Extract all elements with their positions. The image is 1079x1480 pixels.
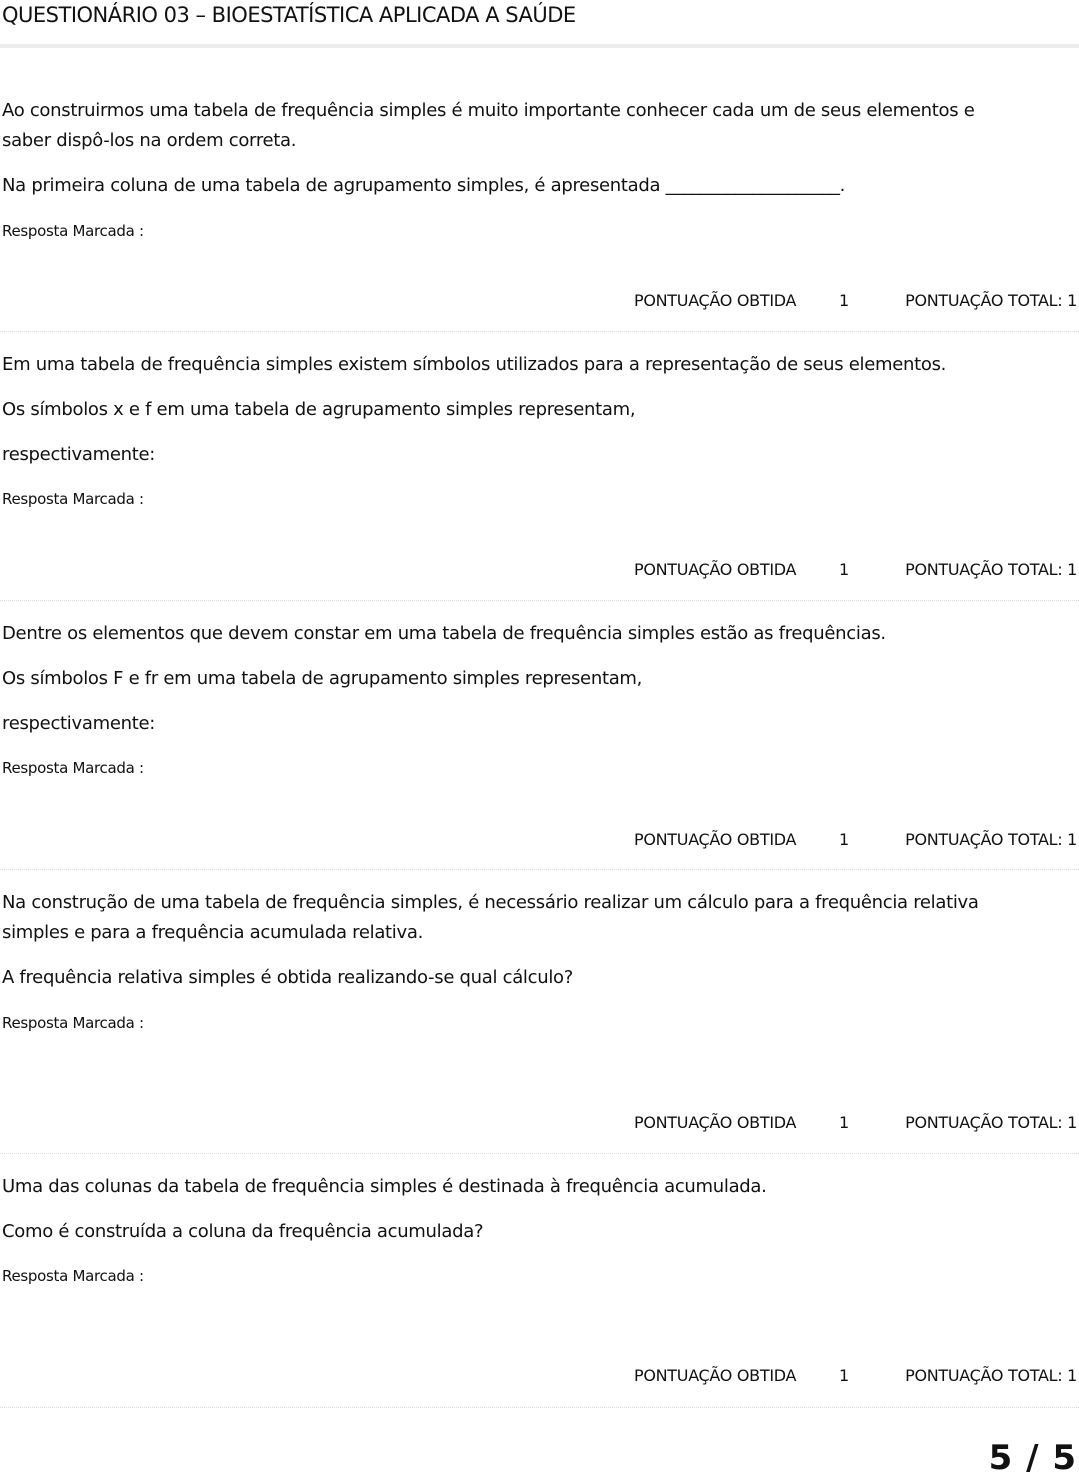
score-obtained-value: 1 [839, 1113, 849, 1132]
question-text: Uma das colunas da tabela de frequência simples é destinada à frequência acumulada. [2, 1176, 767, 1197]
score-total: PONTUAÇÃO TOTAL: 1 [905, 830, 1077, 849]
score-obtained-value: 1 [839, 560, 849, 579]
question-prompt: Na primeira coluna de uma tabela de agrupamento simples, é apresentada ____________________. [2, 175, 846, 196]
score-obtained-value: 1 [839, 1366, 849, 1385]
question-prompt: Como é construída a coluna da frequência acumulada? [2, 1221, 484, 1242]
score-obtained-value: 1 [839, 830, 849, 849]
score-total: PONTUAÇÃO TOTAL: 1 [905, 1366, 1077, 1385]
marked-answer-label: Resposta Marcada : [2, 1014, 144, 1032]
question-text: Em uma tabela de frequência simples existem símbolos utilizados para a representação de seus elementos. [2, 354, 947, 375]
score-obtained-label: PONTUAÇÃO OBTIDA [634, 1113, 797, 1132]
question-text: Ao construirmos uma tabela de frequência simples é muito importante conhecer cada um de seus elementos e [2, 100, 975, 121]
score-total: PONTUAÇÃO TOTAL: 1 [905, 1113, 1077, 1132]
marked-answer-label: Resposta Marcada : [2, 759, 144, 777]
question-divider [0, 331, 1079, 332]
question-text: saber dispô-los na ordem correta. [2, 130, 297, 151]
question-prompt: A frequência relativa simples é obtida realizando-se qual cálculo? [2, 967, 574, 988]
question-text: Dentre os elementos que devem constar em uma tabela de frequência simples estão as frequências. [2, 623, 886, 644]
page-title: QUESTIONÁRIO 03 – BIOESTATÍSTICA APLICADA A SAÚDE [2, 3, 576, 27]
question-divider [0, 600, 1079, 601]
score-total: PONTUAÇÃO TOTAL: 1 [905, 291, 1077, 310]
title-divider [0, 44, 1079, 48]
score-total: PONTUAÇÃO TOTAL: 1 [905, 560, 1077, 579]
question-prompt: respectivamente: [2, 444, 156, 465]
question-text: simples e para a frequência acumulada relativa. [2, 922, 424, 943]
page-counter: 5 / 5 [988, 1438, 1077, 1478]
marked-answer-label: Resposta Marcada : [2, 222, 144, 240]
question-text: Na construção de uma tabela de frequência simples, é necessário realizar um cálculo para a frequência relativa [2, 892, 979, 913]
question-divider [0, 1153, 1079, 1154]
score-obtained-label: PONTUAÇÃO OBTIDA [634, 1366, 797, 1385]
question-divider [0, 869, 1079, 870]
score-obtained-label: PONTUAÇÃO OBTIDA [634, 560, 797, 579]
score-obtained-label: PONTUAÇÃO OBTIDA [634, 291, 797, 310]
marked-answer-label: Resposta Marcada : [2, 1267, 144, 1285]
score-obtained-label: PONTUAÇÃO OBTIDA [634, 830, 797, 849]
question-divider [0, 1407, 1079, 1408]
marked-answer-label: Resposta Marcada : [2, 490, 144, 508]
question-prompt: Os símbolos F e fr em uma tabela de agrupamento simples representam, [2, 668, 643, 689]
question-prompt: Os símbolos x e f em uma tabela de agrupamento simples representam, [2, 399, 636, 420]
score-obtained-value: 1 [839, 291, 849, 310]
question-prompt: respectivamente: [2, 713, 156, 734]
